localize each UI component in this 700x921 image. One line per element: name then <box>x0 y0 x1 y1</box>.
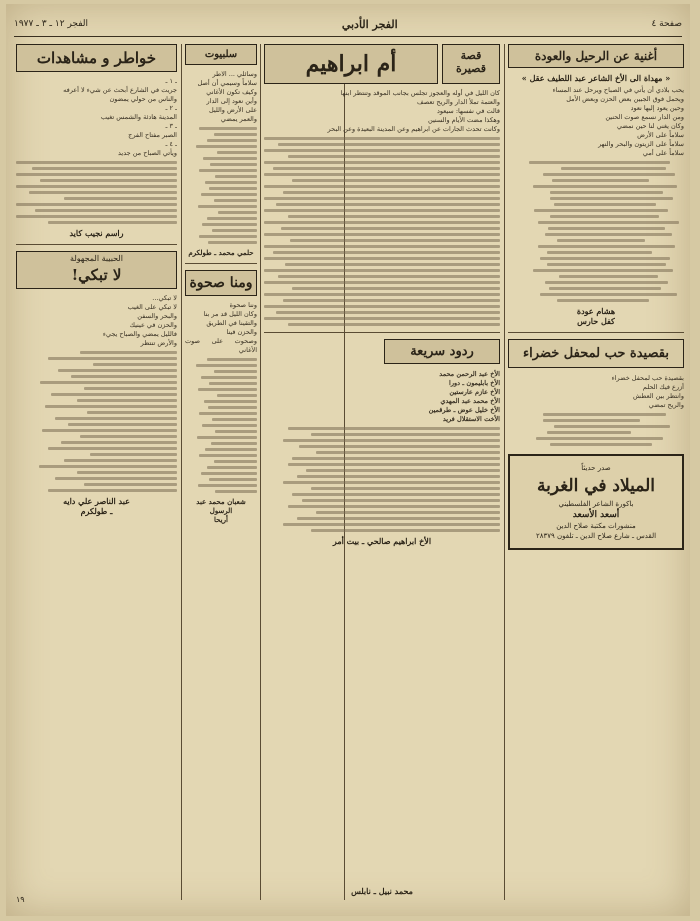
dont-cry-title-box <box>16 251 177 289</box>
ad-line-1: باكورة الشاعر الفلسطيني <box>558 500 634 508</box>
poem-title: أغنية عن الرحيل والعودة <box>508 44 684 68</box>
book-advertisement <box>508 454 684 550</box>
dont-cry-author: عبد الناصر علي دايه ـ طولكرم <box>63 496 130 516</box>
ad-publisher: منشورات مكتبة صلاح الدين <box>556 522 636 530</box>
reflections-author: راسم نجيب كايد <box>69 228 124 238</box>
second-poem-title: بقصيدة حب لمحفل خضراء <box>508 339 684 368</box>
poem-body: يحب بلادي أن يأتي في الصباح ويرحل عند المساء ويحمل فوق الجبين بعض الحزن وبعض الأمل وحين يعود إليها نعود ومن الدار نسمع صوت الحنين وكان يغني لنا حين نمضي سلاماً على الأرض سلاماً على الزيتون والبحر والنهر سلاماً على أمي <box>552 86 684 157</box>
masthead: الفجر الأدبي <box>341 17 398 31</box>
silbiyut-title: سلبيوت <box>185 44 257 65</box>
dont-cry-text-lines <box>16 351 177 492</box>
sahwa-text-lines <box>185 358 257 493</box>
replies-body: الأخ عبد الرحمن محمد الأخ بابليمون ـ دورا الأخ عازم عارستين الأخ محمد عبد المهدي الأخ خليل عوض ـ طرقمين الأخت الاستقلال فريد <box>428 370 500 423</box>
short-poems-column <box>185 44 257 904</box>
reflections-body: ـ ١ ـ جريت في الشارع أبحث عن شيء لا أعرفه والناس من حولي يمضون ـ ٢ ـ المدينة هادئة والشمس تغيب ـ ٣ ـ الصبر مفتاح الفرج ـ ٤ ـ ويأتي الصباح من جديد <box>63 77 177 157</box>
second-poem-text-lines <box>508 413 684 446</box>
silbiyut-body: وسائلي ... الاطر سلاماً وسيمي أن أصل وكيف تكون الأغاني وأين نعود إلى الدار على الأرض والليل والعمر يمضي <box>197 70 257 123</box>
story-text-lines <box>264 137 500 326</box>
ad-book-title: الميلاد في الغربة <box>536 476 656 496</box>
story-column <box>264 44 500 904</box>
page-number-label: صفحة ٤ <box>651 19 682 29</box>
story-header <box>264 44 500 84</box>
story-author: محمد نبيل ـ نابلس <box>351 886 413 896</box>
silbiyut-text-lines <box>185 127 257 244</box>
newspaper-page <box>6 4 690 916</box>
sahwa-body: وننا صحوة وكان الليل قد مر بنا والتقينا في الطريق والحزن فينا وصحوت على صوت الأغاني <box>185 301 257 354</box>
poem-author: هشام عودة كفل حارس <box>576 306 616 326</box>
sahwa-author: شعبان محمد عبد الرسول أريحا <box>196 497 246 524</box>
story-tag: قصة قصيرة <box>442 44 500 84</box>
story-title: أم ابراهيم <box>264 44 438 84</box>
silbiyut-author: حلمي محمد ـ طولكرم <box>188 248 254 257</box>
dont-cry-tag: الحبيبة المجهولة <box>70 254 123 263</box>
replies-text-lines <box>264 427 500 532</box>
poem-text-lines <box>508 161 684 302</box>
poem-dedication: « مهداة الى الأخ الشاعر عبد اللطيف عقل » <box>521 73 671 83</box>
second-poem-body: بقصيدة حب لمحفل خضراء أزرع فيك الحلم وانتظر بين العطش والريح تمضي <box>611 374 684 409</box>
column-rule <box>181 44 182 900</box>
poem-column <box>508 44 684 904</box>
dont-cry-body: لا تبكي... لا تبكي على الغيب والبحر والسفن والحزن في عينيك فالليل يمضي والصباح يجيء والأرض تنتظر <box>102 294 177 347</box>
story-body: كان الليل في أوله والعجوز تجلس بجانب الموقد وتنتظر ابنها والعتمة تملأ الدار والريح تعصف قالت في نفسها: سيعود وهكذا مضت الأيام والسنين وكانت تحدث الجارات عن ابراهيم وعن المدينة البعيدة وعن البحر <box>327 89 500 133</box>
dont-cry-title: لا تبكي! <box>71 266 122 284</box>
reflections-title: خواطر و مشاهدات <box>16 44 177 72</box>
reflections-column <box>16 44 177 904</box>
replies-title: ردود سريعة <box>384 339 500 364</box>
reflections-text-lines <box>16 161 177 224</box>
column-rule <box>504 44 505 900</box>
issue-date: الفجر ١٢ ـ ٣ ـ ١٩٧٧ <box>14 19 89 29</box>
page-header <box>14 12 682 37</box>
ad-address: القدس ـ شارع صلاح الدين ـ تلفون ٢٨٣٧٩ <box>535 532 657 540</box>
replies-footer: الأخ ابراهيم صالحي ـ بيت أمر <box>332 536 432 546</box>
sahwa-title: ومنا صحوة <box>185 270 257 296</box>
ad-announcement: صدر حديثاً <box>581 464 611 472</box>
footer-page-number: ١٩ <box>16 895 25 904</box>
column-rule <box>260 44 261 900</box>
ad-author: أسعد الأسعد <box>572 510 620 520</box>
